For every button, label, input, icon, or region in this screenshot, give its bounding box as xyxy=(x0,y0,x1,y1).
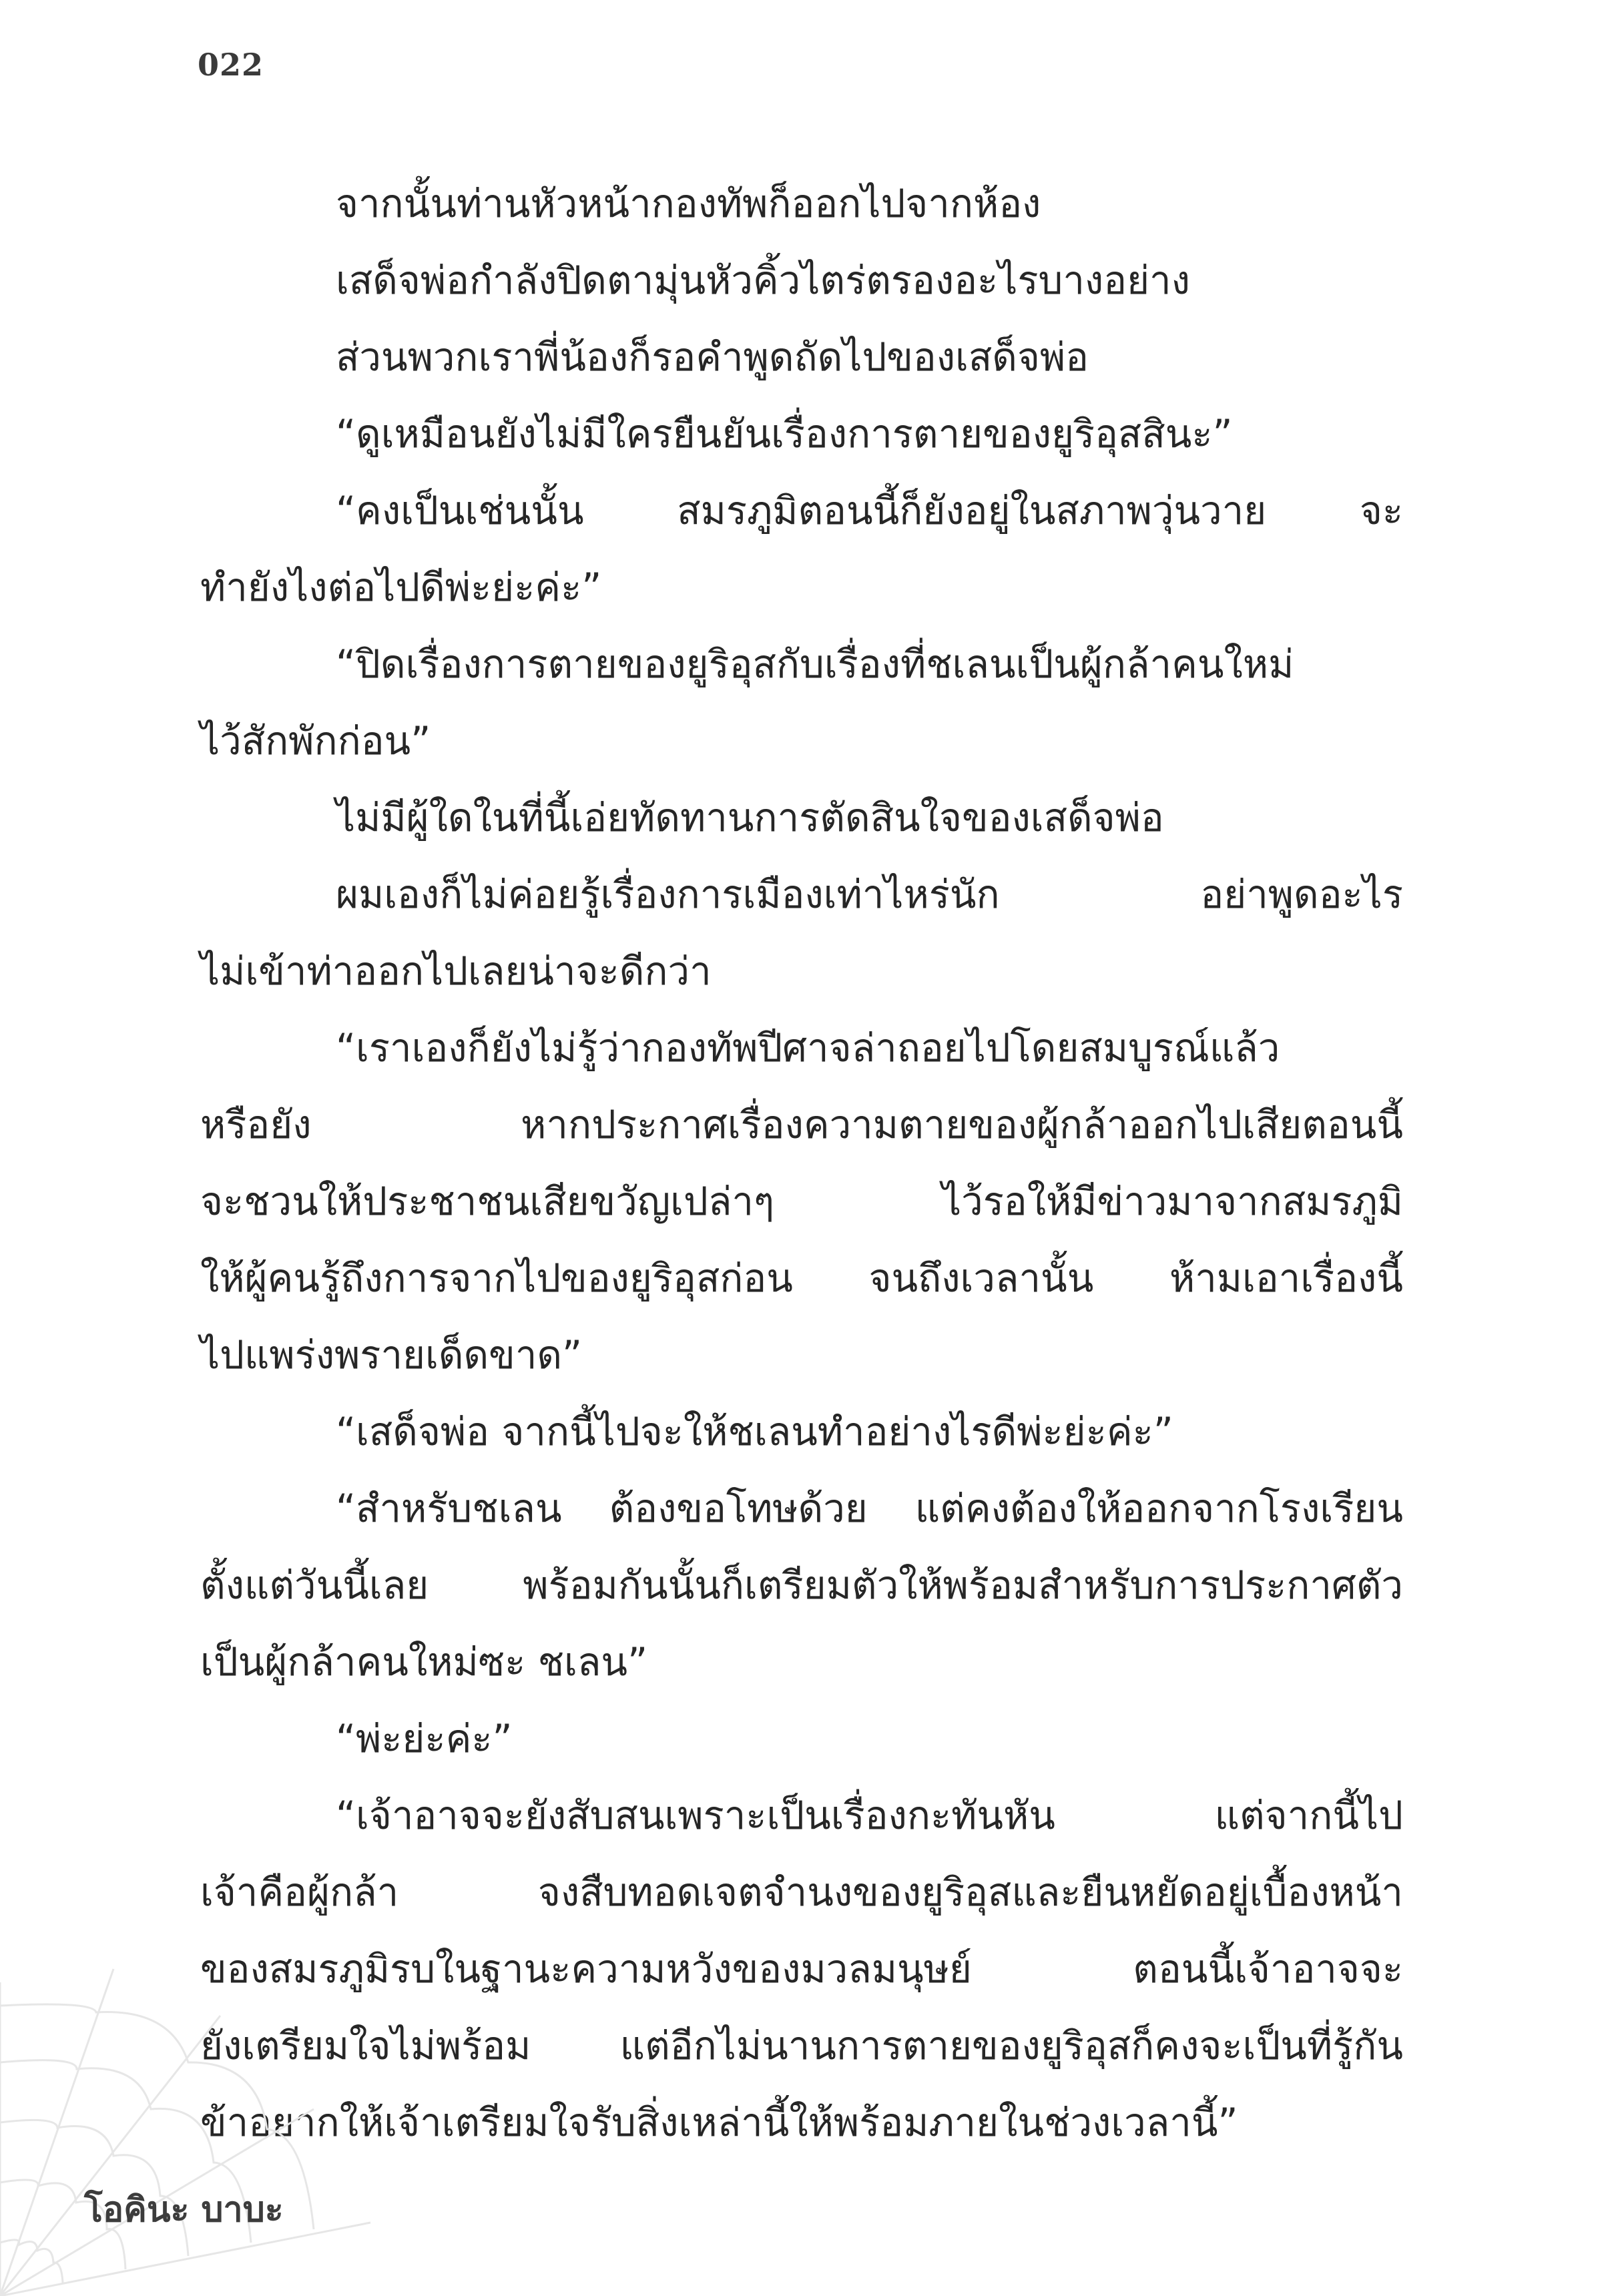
text-line: เจ้าคือผู้กล้า จงสืบทอดเจตจำนงของยูริอุสและยืนหยัดอยู่เบื้องหน้า xyxy=(200,1870,1403,1915)
text-line: “เจ้าอาจจะยังสับสนเพราะเป็นเรื่องกะทันหัน แต่จากนี้ไป xyxy=(336,1793,1403,1838)
text-line: ผมเองก็ไม่ค่อยรู้เรื่องการเมืองเท่าไหร่นัก อย่าพูดอะไร xyxy=(336,872,1403,917)
text-line: ส่วนพวกเราพี่น้องก็รอคำพูดถัดไปของเสด็จพ่อ xyxy=(336,334,1089,380)
text-line: ไว้สักพักก่อน” xyxy=(200,718,431,764)
text-line: ทำยังไงต่อไปดีพ่ะย่ะค่ะ” xyxy=(200,565,602,610)
text-line: จะชวนให้ประชาชนเสียขวัญเปล่าๆ ไว้รอให้มีข่าวมาจากสมรภูมิ xyxy=(200,1179,1403,1224)
text-line: “เราเองก็ยังไม่รู้ว่ากองทัพปีศาจล่าถอยไปโดยสมบูรณ์แล้ว xyxy=(336,1025,1280,1071)
text-line: ของสมรภูมิรบในฐานะความหวังของมวลมนุษย์ ตอนนี้เจ้าอาจจะ xyxy=(200,1946,1403,1992)
text-line: “เสด็จพ่อ จากนี้ไปจะให้ชเลนทำอย่างไรดีพ่ะย่ะค่ะ” xyxy=(336,1409,1173,1454)
text-line: เสด็จพ่อกำลังปิดตามุ่นหัวคิ้วไตร่ตรองอะไรบางอย่าง xyxy=(336,258,1190,303)
text-line: เป็นผู้กล้าคนใหม่ซะ ชเลน” xyxy=(200,1639,648,1685)
text-line: จากนั้นท่านหัวหน้ากองทัพก็ออกไปจากห้อง xyxy=(336,181,1041,226)
text-line: ไม่มีผู้ใดในที่นี้เอ่ยทัดทานการตัดสินใจของเสด็จพ่อ xyxy=(336,795,1164,840)
text-line: หรือยัง หากประกาศเรื่องความตายของผู้กล้าออกไปเสียตอนนี้ xyxy=(200,1102,1403,1147)
text-line: “คงเป็นเช่นนั้น สมรภูมิตอนนี้ก็ยังอยู่ในสภาพวุ่นวาย จะ xyxy=(336,488,1403,533)
text-line: ข้าอยากให้เจ้าเตรียมใจรับสิ่งเหล่านี้ให้พร้อมภายในช่วงเวลานี้” xyxy=(200,2100,1238,2145)
text-line: “พ่ะย่ะค่ะ” xyxy=(336,1716,513,1761)
text-line: ให้ผู้คนรู้ถึงการจากไปของยูริอุสก่อน จนถึงเวลานั้น ห้ามเอาเรื่องนี้ xyxy=(200,1255,1403,1301)
text-line: “ดูเหมือนยังไม่มีใครยืนยันเรื่องการตายของยูริอุสสินะ” xyxy=(336,411,1233,457)
text-line: “ปิดเรื่องการตายของยูริอุสกับเรื่องที่ชเลนเป็นผู้กล้าคนใหม่ xyxy=(336,641,1294,687)
text-line: “สำหรับชเลน ต้องขอโทษด้วย แต่คงต้องให้ออกจากโรงเรียน xyxy=(336,1486,1403,1531)
text-line: ตั้งแต่วันนี้เลย พร้อมกันนั้นก็เตรียมตัวให้พร้อมสำหรับการประกาศตัว xyxy=(200,1562,1403,1608)
author-name: โอคินะ บาบะ xyxy=(84,2190,284,2230)
spider-web-icon xyxy=(0,1956,374,2296)
text-line: ยังเตรียมใจไม่พร้อม แต่อีกไม่นานการตายของยูริอุสก็คงจะเป็นที่รู้กัน xyxy=(200,2023,1403,2068)
text-line: ไม่เข้าท่าออกไปเลยน่าจะดีกว่า xyxy=(200,948,712,994)
page-number: 022 xyxy=(198,47,264,83)
text-line: ไปแพร่งพรายเด็ดขาด” xyxy=(200,1332,583,1378)
